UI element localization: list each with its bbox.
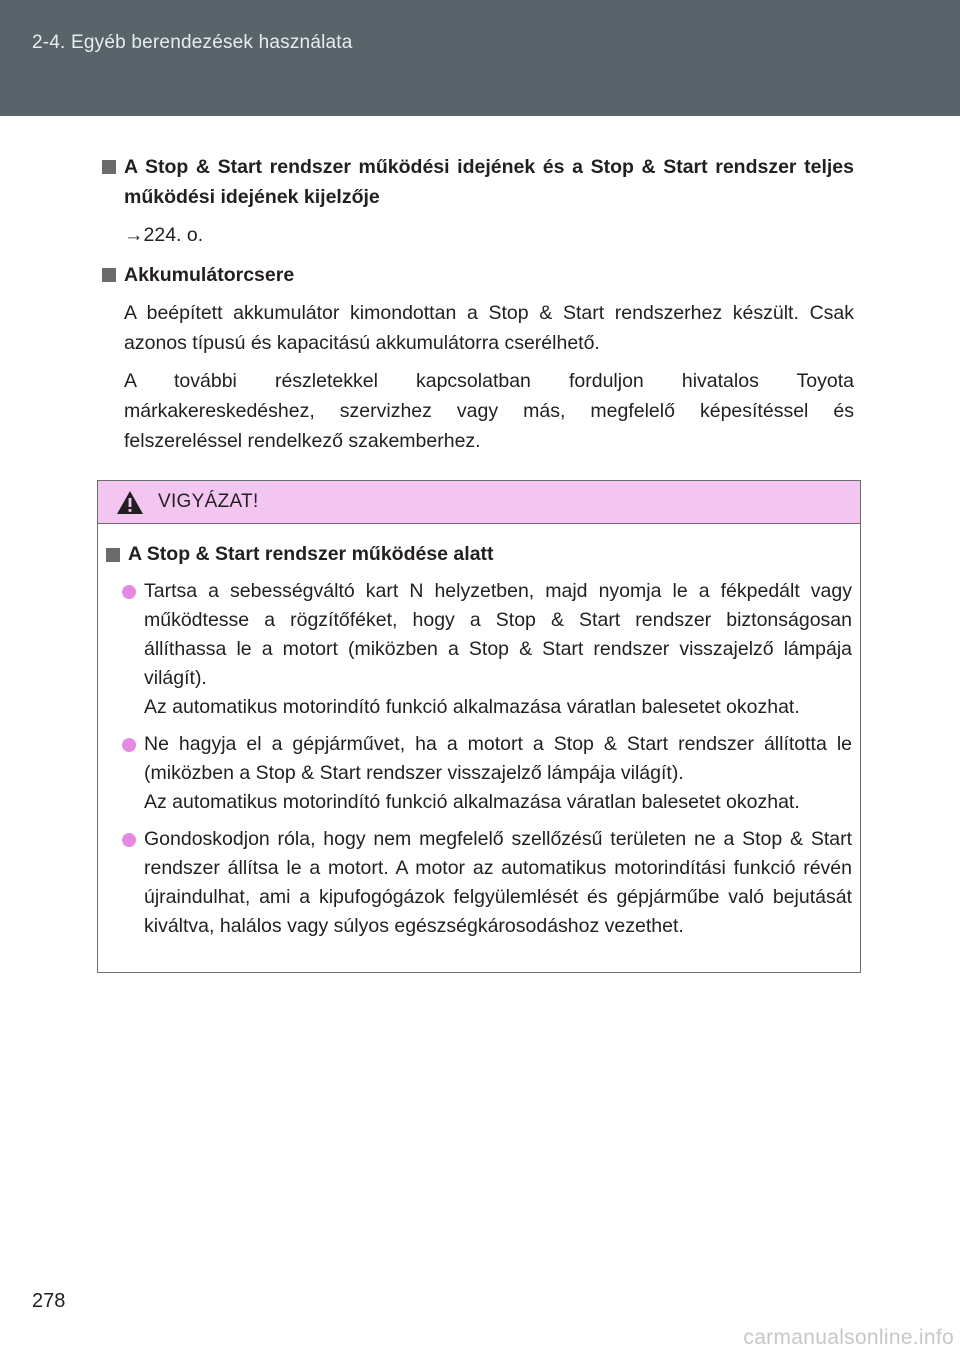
list-item [106,825,852,941]
bullet-dot-icon [122,585,136,599]
warning-triangle-icon [116,490,144,515]
section-battery [102,260,854,456]
warning-header [98,481,860,524]
warning-box [97,480,861,973]
list-item [106,730,852,817]
paragraph: A további részletekkel kapcsolatban forduljon hivatalos Toyota márkakereskedéshez, szervizhez vagy más, megfelelő képesítéssel és felszereléssel rendelkező szakemberhez. [124,370,854,452]
section-display [102,152,854,250]
chapter-title: 2-4. Egyéb berendezések használata [32,32,353,53]
bullet-note: Az automatikus motorindító funkció alkalmazása váratlan balesetet okozhat. [144,791,800,813]
warning-heading [106,540,852,569]
page-number: 278 [32,1290,66,1312]
warning-label: VIGYÁZAT! [158,491,259,512]
bullet-text: Ne hagyja el a gépjárművet, ha a motort a Stop & Start rendszer állította le (miközben a Stop & Start rendszer visszajelző lámpája világít). [144,733,852,784]
page-reference: →224. o. [124,224,204,246]
bullet-text: Gondoskodjon róla, hogy nem megfelelő szellőzésű területen ne a Stop & Start rendszer állítsa le a motort. A motor az automatikus motorindítási funkció révén újraindulhat, ami a kipufogógázok felgyülemlését és gépjárműbe való bejutását kiváltva, halálos vagy súlyos egészségkárosodáshoz vezethet. [144,828,852,937]
list-item [106,577,852,722]
page-header [0,0,960,116]
watermark: carmanualsonline.info [743,1326,954,1349]
paragraph: A beépített akkumulátor kimondottan a Stop & Start rendszerhez készült. Csak azonos típusú és kapacitású akkumulátorra cserélhető. [124,302,854,354]
section-heading [102,260,854,290]
square-marker-icon [106,548,120,562]
heading-text: Akkumulátorcsere [124,264,295,286]
bullet-dot-icon [122,738,136,752]
warning-body [98,524,860,941]
bullet-dot-icon [122,833,136,847]
section-heading [102,152,854,212]
bullet-note: Az automatikus motorindító funkció alkalmazása váratlan balesetet okozhat. [144,696,800,718]
main-content [102,152,854,464]
heading-text: A Stop & Start rendszer működése alatt [128,543,494,565]
bullet-text: Tartsa a sebességváltó kart N helyzetben, majd nyomja le a fékpedált vagy működtesse a rögzítőféket, hogy a Stop & Start rendszer biztonságosan állíthassa le a motort (miközben a Stop & Start rendszer visszajelző lámpája világít). [144,580,852,689]
heading-text: A Stop & Start rendszer működési idejének és a Stop & Start rendszer teljes működési idejének kijelzője [124,156,854,208]
square-marker-icon [102,268,116,282]
square-marker-icon [102,160,116,174]
